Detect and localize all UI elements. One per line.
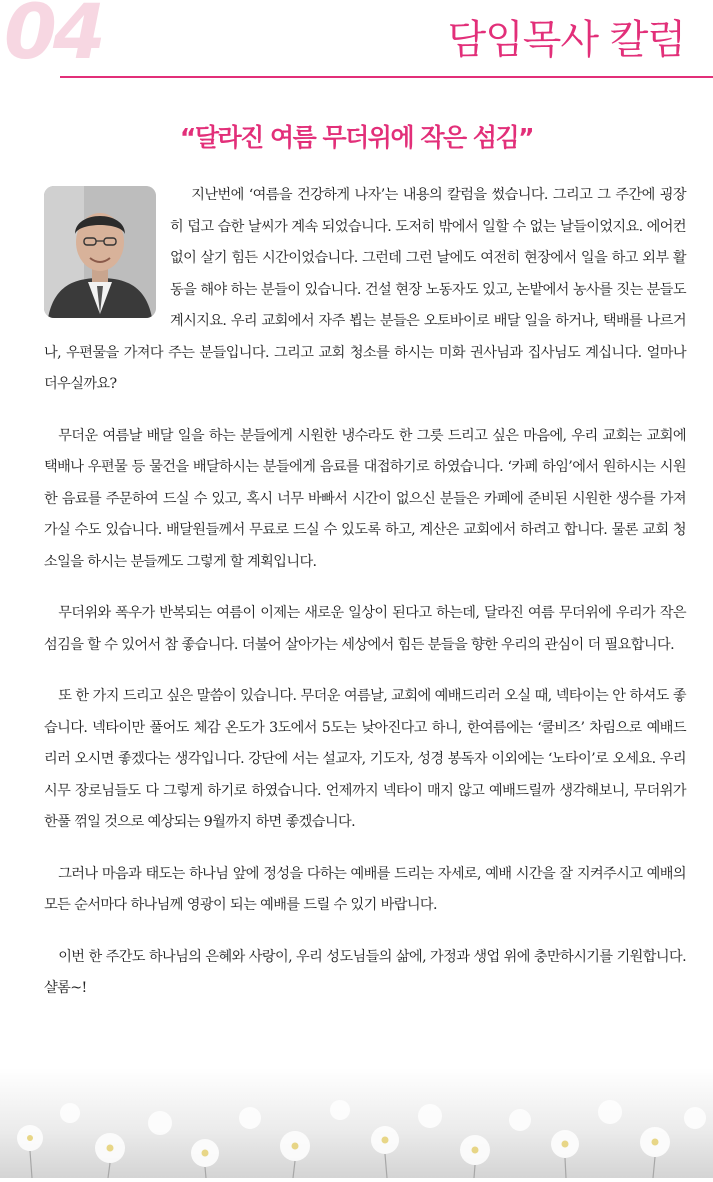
article-body [44,180,686,1025]
paragraph-4: 또 한 가지 드리고 싶은 말씀이 있습니다. 무더운 여름날, 교회에 예배드리러 오실 때, 넥타이는 안 하셔도 좋습니다. 넥타이만 풀어도 체감 온도가 3도에서 5도는 낮아진다고 하니, 한여름에는 ‘쿨비즈’ 차림으로 예배드리러 오시면 좋겠다는 생각입니다. 강단에 서는 설교자, 기도자, 성경 봉독자 이외에는 ‘노타이’로 오세요. 우리 시무 장로님들도 다 그렇게 하기로 하였습니다. 언제까지 넥타이 매지 않고 예배드릴까 생각해보니, 무더위가 한풀 꺾일 것으로 예상되는 9월까지 하면 좋겠습니다. [44,688,686,830]
pastor-portrait [44,186,156,318]
column-title: 담임목사 칼럼 [447,17,685,63]
paragraph-3: 무더위와 폭우가 반복되는 여름이 이제는 새로운 일상이 된다고 하는데, 달라진 여름 무더위에 우리가 작은 섬김을 할 수 있어서 참 좋습니다. 더불어 살아가는 세상에서 힘든 분들을 향한 우리의 관심이 더 필요합니다. [44,605,686,653]
paragraph-2: 무더운 여름날 배달 일을 하는 분들에게 시원한 냉수라도 한 그릇 드리고 싶은 마음에, 우리 교회는 교회에 택배나 우편물 등 물건을 배달하시는 분들에게 음료를 대접하기로 하였습니다. ‘카페 하임’에서 원하시는 시원한 음료를 주문하여 드실 수 있고, 혹시 너무 바빠서 시간이 없으신 분들은 카페에 준비된 시원한 생수를 가져가실 수도 있습니다. 배달원들께서 무료로 드실 수 있도록 하고, 계산은 교회에서 하려고 합니다. 물론 교회 청소일을 하시는 분들께도 그렇게 할 계획입니다. [44,427,686,570]
paragraph-5: 그러나 마음과 태도는 하나님 앞에 정성을 다하는 예배를 드리는 자세로, 예배 시간을 잘 지켜주시고 예배의 모든 순서마다 하나님께 영광이 되는 예배를 드릴 수 있기 바랍니다. [44,865,686,913]
flower-icon [0,1068,713,1178]
article-headline: “달라진 여름 무더위에 작은 섬김” [179,123,534,152]
pastor-photo-image [44,186,156,318]
page-number: 04 [4,0,102,76]
paragraph-1: 지난번에 ‘여름을 건강하게 나자’는 내용의 칼럼을 썼습니다. 그리고 그 주간에 굉장히 덥고 습한 날씨가 계속 되었습니다. 도저히 밖에서 일할 수 없는 날들이었지요. 에어컨 없이 살기 힘든 시간이었습니다. 그런데 그런 날에도 여전히 현장에서 일을 하고 외부 활동을 해야 하는 분들이 있습니다. 건설 현장 노동자도 있고, 논밭에서 농사를 짓는 분들도 계시지요. 우리 교회에서 자주 뵙는 분들은 오토바이로 배달 일을 하거나, 택배를 나르거나, 우편물을 가져다 주는 분들입니다. 그리고 교회 청소를 하시는 미화 권사님과 집사님도 계십니다. 얼마나 더우실까요? [44,187,686,392]
header-divider [60,76,713,78]
flower-footer-decoration [0,1068,713,1178]
paragraph-6: 이번 한 주간도 하나님의 은혜와 사랑이, 우리 성도님들의 삶에, 가정과 생업 위에 충만하시기를 기원합니다. 샬롬~! [44,948,686,996]
